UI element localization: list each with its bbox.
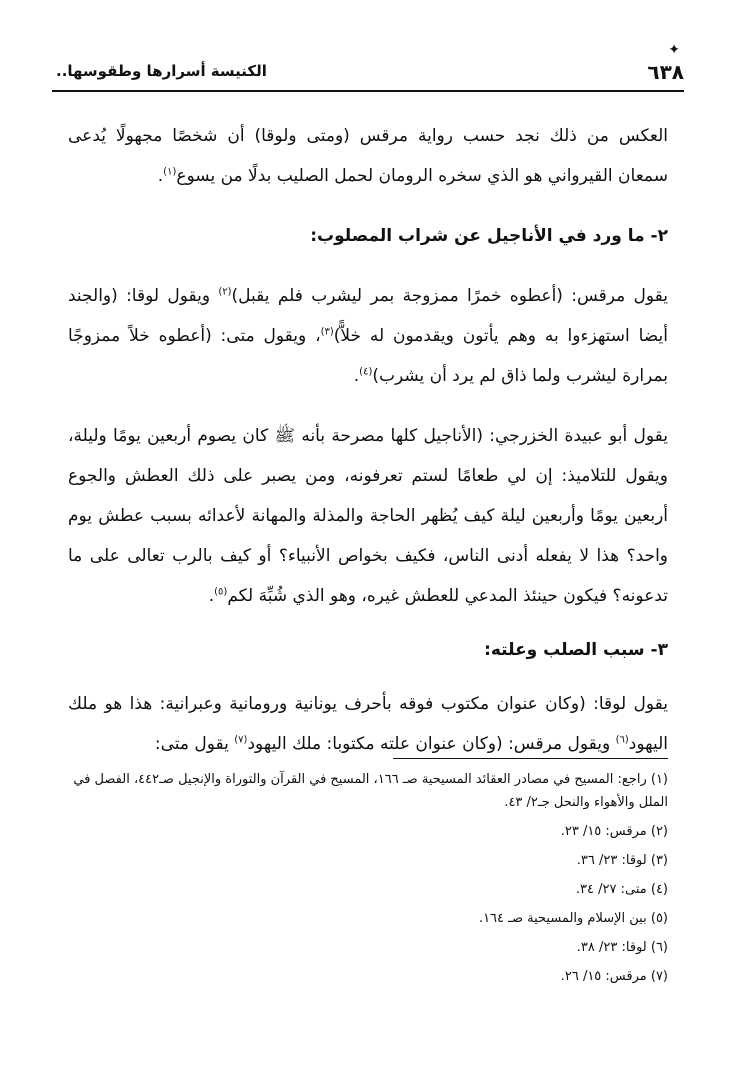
footnote-7: (٧) مرقس: ١٥/ ٢٦. bbox=[560, 969, 668, 984]
section-heading-2: ٢- ما ورد في الأناجيل عن شراب المصلوب: bbox=[310, 226, 668, 246]
footnote-5: (٥) بين الإسلام والمسيحية صـ ١٦٤. bbox=[478, 911, 668, 926]
footnote-ref-3: (٣) bbox=[320, 326, 334, 338]
page-number: ٦٣٨ bbox=[647, 60, 684, 84]
footnote-6: (٦) لوقا: ٢٣/ ٣٨. bbox=[576, 940, 668, 955]
running-header bbox=[52, 42, 684, 92]
paragraph-2-text-c: ، ويقول متى: (أعطوه خلاً ممزوجًا بمرارة ليشرب ولما ذاق لم يرد أن يشرب) bbox=[68, 326, 668, 386]
footnote-ref-1: (١) bbox=[163, 166, 177, 178]
main-text bbox=[68, 116, 668, 764]
paragraph-2-text-b: ويقول لوقا: (والجند أيضا استهزءوا به وهم يأتون ويقدمون له خلاًّ) bbox=[68, 286, 668, 346]
ornament-icon: ✦ bbox=[668, 42, 680, 58]
paragraph-4-text-c: يقول متى: bbox=[154, 734, 235, 754]
running-title: الكنيسة أسرارها وطقوسها.. bbox=[56, 62, 267, 80]
paragraph-1 bbox=[68, 116, 668, 196]
footnote-ref-7: (٧) bbox=[234, 734, 248, 746]
paragraph-2-end: . bbox=[353, 366, 360, 386]
section-heading-3: ٣- سبب الصلب وعلته: bbox=[484, 640, 668, 660]
footnote-ref-6: (٦) bbox=[615, 734, 629, 746]
paragraph-3 bbox=[68, 416, 668, 616]
footnote-ref-4: (٤) bbox=[359, 366, 373, 378]
footnote-1: (١) راجع: المسيح في مصادر العقائد المسيحية صـ ١٦٦، المسيح في القرآن والتوراة والإنجيل صـ٤٤٢، الفصل في الملل والأهواء والنحل جـ٢/ ٤٣. bbox=[73, 772, 668, 810]
paragraph-2 bbox=[68, 276, 668, 396]
paragraph-1-text: العكس من ذلك نجد حسب رواية مرقس (ومتى ولوقا) أن شخصًا مجهولًا يُدعى سمعان القيرواني هو الذي سخره الرومان لحمل الصليب بدلًا من يسوع bbox=[68, 126, 668, 186]
footnote-4: (٤) متى: ٢٧/ ٣٤. bbox=[575, 882, 668, 897]
paragraph-3-text-a: يقول أبو عبيدة الخزرجي: (الأناجيل كلها مصرحة بأنه bbox=[295, 426, 668, 446]
paragraph-4-text-b: ويقول مرقس: (وكان عنوان علته مكتوبا: ملك اليهود bbox=[247, 734, 616, 754]
footnote-ref-2: (٢) bbox=[218, 286, 232, 298]
footnote-separator bbox=[393, 758, 668, 759]
footnote-ref-5: (٥) bbox=[214, 586, 228, 598]
footnotes bbox=[68, 768, 668, 988]
paragraph-2-text-a: يقول مرقس: (أعطوه خمرًا ممزوجة بمر ليشرب فلم يقبل) bbox=[231, 286, 669, 306]
footnote-3: (٣) لوقا: ٢٣/ ٣٦. bbox=[576, 853, 668, 868]
paragraph-3-end: . bbox=[208, 586, 215, 606]
honorific-glyph: ﷺ bbox=[274, 426, 296, 446]
footnote-2: (٢) مرقس: ١٥/ ٢٣. bbox=[560, 824, 668, 839]
paragraph-1-end: . bbox=[157, 166, 164, 186]
paragraph-4-text-a: يقول لوقا: (وكان عنوان مكتوب فوقه بأحرف يونانية ورومانية وعبرانية: هذا هو ملك اليهود bbox=[68, 694, 668, 754]
paragraph-4 bbox=[68, 684, 668, 764]
paragraph-3-text-b: كان يصوم أربعين يومًا وليلة، ويقول للتلاميذ: إن لي طعامًا لستم تعرفونه، ومن يصبر على ذلك العطش والجوع أربعين يومًا وأربعين ليلة كيف يُظهر الحاجة والمذلة والمهانة لأعدائه بسبب عطش يوم واحد؟ هذا لا يفعله أدنى الناس، فكيف بخواص الأنبياء؟ أو كيف بالرب تعالى على ما تدعونه؟ فيكون حينئذ المدعي للعطش غيره، وهو الذي شُبِّهَ لكم bbox=[68, 426, 668, 606]
